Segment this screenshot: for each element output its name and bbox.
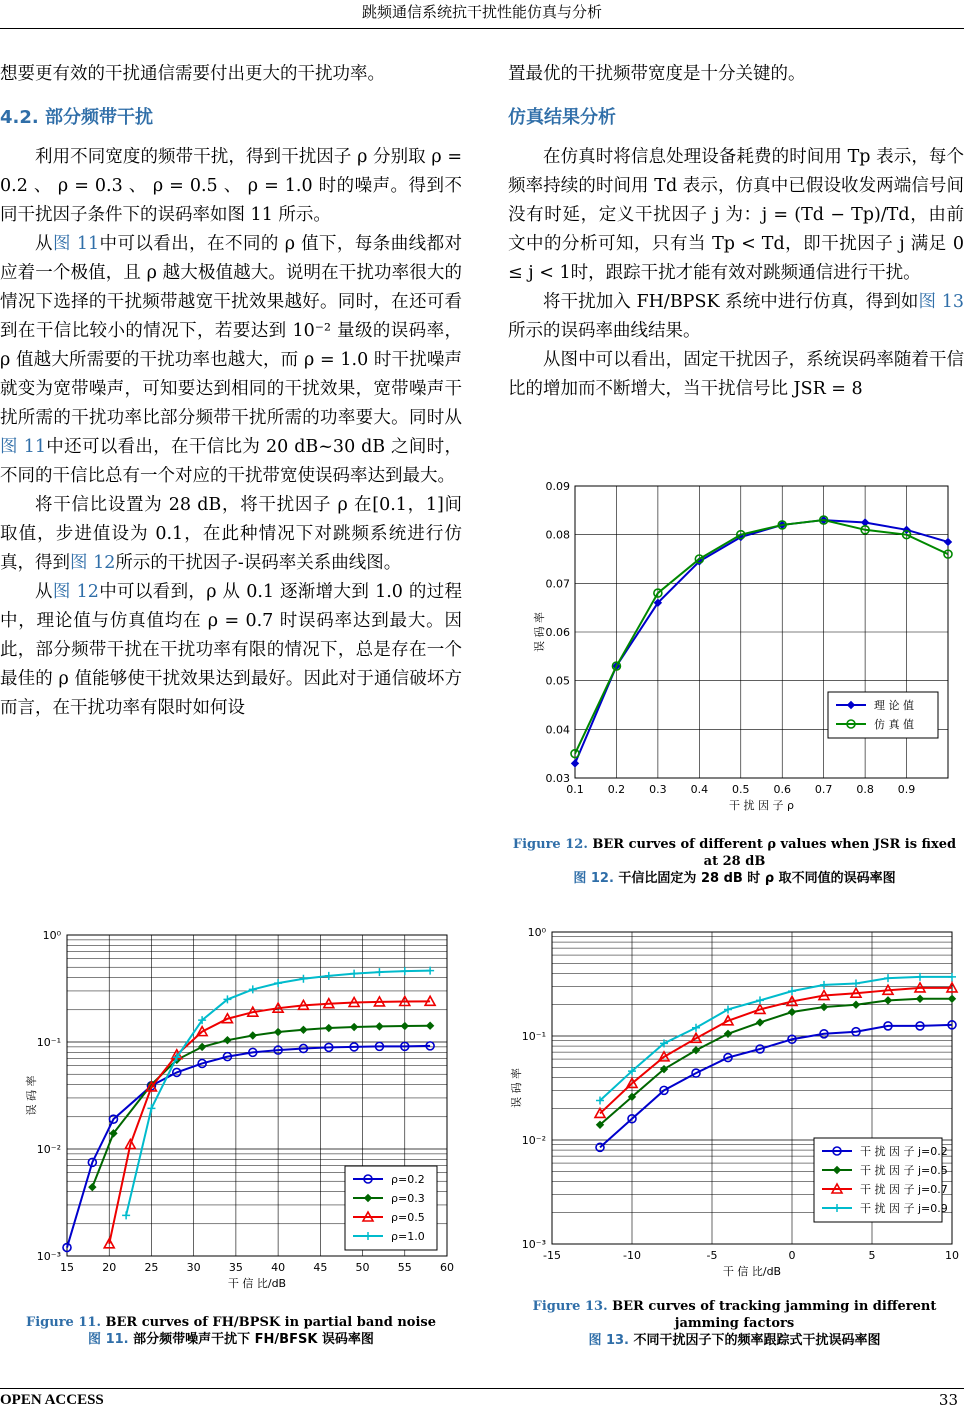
- figure-11-link[interactable]: 图 11: [0, 437, 46, 457]
- legend-label: 干 扰 因 子 j=0.5: [860, 1164, 948, 1177]
- x-tick-label: 50: [355, 1261, 370, 1274]
- x-tick-label: 10: [945, 1249, 959, 1262]
- running-header: [0, 0, 964, 29]
- right-paragraph-3: 从图中可以看出，固定干扰因子，系统误码率随着干信比的增加而不断增大，当干扰信号比 JSR = 8: [508, 350, 964, 399]
- x-tick-label: 5: [868, 1249, 876, 1262]
- x-tick-label: 0.5: [732, 783, 750, 796]
- text-run: 所示的误码率曲线结果。: [508, 321, 701, 341]
- x-tick-label: 0.4: [690, 783, 709, 796]
- x-axis-label: 干 信 比/dB: [227, 1277, 287, 1290]
- left-paragraph-1: 利用不同宽度的频带干扰，得到干扰因子 ρ 分别取 ρ = 0.2 、 ρ = 0.3 、 ρ = 0.5 、 ρ = 1.0 时的噪声。得到不同干扰因子条件下的误码率如图 11 所示。: [0, 147, 462, 225]
- x-tick-label: 0.9: [897, 783, 916, 796]
- text-run: 中可以看到，ρ 从 0.1 逐渐增大到 1.0 的过程中，理论值与仿真值均在 ρ = 0.7 时误码率达到最大。因此，部分频带干扰在干扰功率有限的情况下，总是存在一个最佳的 ρ 值能够使干扰效果达到最好。因此对于通信破坏方而言，在干扰功率有限时如何设: [0, 582, 462, 718]
- figure-11-caption-zh: 部分频带噪声干扰下 FH/BFSK 误码率图: [133, 1332, 374, 1347]
- page-number: 33: [938, 1391, 958, 1409]
- figure-13-caption-label: Figure 13.: [532, 1299, 608, 1314]
- text-run: 中还可以看出，在干信比为 20 dB~30 dB 之间时，不同的干信比总有一个对应的干扰带宽使误码率达到最大。: [0, 437, 462, 486]
- text-run: 将干扰加入 FH/BPSK 系统中进行仿真，得到如: [543, 292, 919, 312]
- text-run: 将干信比设置为 28 dB，将干扰因子 ρ 在[0.1，1]间取值，步进值设为 0.1，在此种情况下对跳频系统进行仿真，得到: [0, 495, 462, 573]
- running-header-title: 跳频通信系统抗干扰性能仿真与分析: [361, 3, 602, 21]
- x-tick-label: -10: [623, 1249, 641, 1262]
- figure-13-svg: [508, 914, 964, 1284]
- x-tick-label: 0: [788, 1249, 796, 1262]
- y-tick-label: 10⁰: [527, 926, 546, 939]
- y-tick-label: 0.03: [545, 772, 570, 785]
- x-tick-label: 55: [397, 1261, 412, 1274]
- legend-label: ρ=1.0: [391, 1230, 425, 1243]
- figure-11-svg: [0, 920, 462, 1305]
- y-axis-label: 误 码 率: [510, 1068, 523, 1108]
- y-tick-label: 10⁻³: [521, 1238, 546, 1251]
- legend-label: ρ=0.2: [391, 1173, 425, 1186]
- left-column: [0, 60, 462, 723]
- figure-13-link[interactable]: 图 13: [918, 292, 964, 312]
- y-tick-label: 0.07: [545, 577, 570, 591]
- figure-12-caption-label: Figure 12.: [512, 837, 588, 852]
- figure-12-link[interactable]: 图 12: [70, 553, 116, 573]
- figure-12-caption-zh: 干信比固定为 28 dB 时 ρ 取不同值的误码率图: [618, 871, 896, 886]
- figure-13-chart: [508, 914, 964, 1284]
- x-tick-label: 20: [102, 1261, 117, 1274]
- y-tick-label: 0.08: [545, 528, 570, 542]
- x-tick-label: 0.6: [773, 783, 791, 796]
- right-paragraph-0: 置最优的干扰频带宽度是十分关键的。: [508, 64, 806, 84]
- legend-label: ρ=0.3: [391, 1192, 425, 1205]
- legend-label: 干 扰 因 子 j=0.9: [860, 1202, 948, 1215]
- figure-12-caption-en: BER curves of different ρ values when JSR is fixed at 28 dB: [592, 837, 957, 869]
- x-tick-label: 0.1: [566, 783, 584, 796]
- figure-12-chart: [508, 476, 964, 816]
- left-paragraph-0: 想要更有效的干扰通信需要付出更大的干扰功率。: [0, 64, 385, 84]
- y-tick-label: 0.06: [545, 626, 570, 639]
- y-tick-label: 10⁻²: [521, 1134, 546, 1147]
- figure-12-caption: [505, 836, 964, 887]
- right-paragraph-2: [508, 288, 964, 346]
- y-tick-label: 10⁰: [42, 929, 61, 942]
- x-tick-label: 0.3: [649, 783, 667, 796]
- text-run: 从: [35, 234, 53, 254]
- legend-label: 理 论 值: [874, 699, 914, 712]
- figure-12-caption-zh-label: 图 12.: [573, 871, 614, 886]
- x-axis-label: 干 信 比/dB: [722, 1265, 782, 1278]
- figure-13-caption: [505, 1298, 964, 1349]
- x-axis-label: 干 扰 因 子 ρ: [729, 799, 794, 812]
- x-tick-label: 35: [228, 1261, 243, 1274]
- x-tick-label: 0.2: [607, 783, 626, 796]
- x-tick-label: 15: [60, 1261, 74, 1274]
- section-heading-simulation: 仿真结果分析: [508, 107, 616, 128]
- x-tick-label: 60: [440, 1261, 454, 1274]
- left-paragraph-3: [0, 491, 462, 578]
- figure-13-caption-zh-label: 图 13.: [588, 1333, 629, 1348]
- x-tick-label: -15: [543, 1249, 561, 1262]
- figure-11-link[interactable]: 图 11: [52, 234, 100, 254]
- legend-label: 干 扰 因 子 j=0.7: [860, 1183, 948, 1196]
- y-tick-label: 0.04: [545, 723, 570, 737]
- figure-12-link[interactable]: 图 12: [52, 582, 99, 602]
- left-paragraph-2: [0, 230, 462, 491]
- y-tick-label: 10⁻²: [36, 1143, 61, 1156]
- legend-label: 仿 真 值: [874, 718, 914, 731]
- footer-open-access: OPEN ACCESS: [0, 1392, 104, 1408]
- y-tick-label: 10⁻³: [36, 1250, 61, 1263]
- figure-11-caption-label: Figure 11.: [26, 1315, 101, 1330]
- section-heading-4-2: 4.2. 部分频带干扰: [0, 107, 153, 128]
- x-tick-label: 0.8: [856, 783, 874, 796]
- figure-13-caption-en: BER curves of tracking jamming in different jamming factors: [612, 1299, 937, 1331]
- x-tick-label: 45: [313, 1261, 328, 1274]
- x-tick-label: 40: [271, 1261, 286, 1274]
- y-axis-label: 误 码 率: [533, 612, 546, 652]
- y-axis-label: 误 码 率: [25, 1075, 38, 1116]
- right-column: [508, 60, 964, 404]
- right-paragraph-1: 在仿真时将信息处理设备耗费的时间用 Tp 表示，每个频率持续的时间用 Td 表示，仿真中已假设收发两端信号间没有时延，定义干扰因子 j 为：j = (Td − Tp)/Td，由前文中的分析可知，只有当 Tp < Td，即干扰因子 j 满足 0 ≤ j < 1时，跟踪干扰才能有效对跳频通信进行干扰。: [508, 147, 964, 283]
- figure-11-caption-zh-label: 图 11.: [88, 1332, 129, 1347]
- figure-11-caption-en: BER curves of FH/BPSK in partial band noise: [105, 1315, 436, 1330]
- figure-11-caption: [0, 1314, 462, 1348]
- y-tick-label: 10⁻¹: [36, 1036, 61, 1049]
- footer-rule: [0, 1388, 964, 1389]
- legend-label: 干 扰 因 子 j=0.2: [860, 1145, 948, 1158]
- x-tick-label: 30: [186, 1261, 201, 1274]
- x-tick-label: -5: [706, 1249, 718, 1262]
- x-tick-label: 0.7: [814, 783, 833, 796]
- text-run: 从: [35, 582, 53, 602]
- text-run: 中可以看出，在不同的 ρ 值下，每条曲线都对应着一个极值，且 ρ 越大极值越大。说明在干扰功率很大的情况下选择的干扰频带越宽干扰效果越好。同时，在还可看到在干信比较小的情况下，若要达到 10⁻² 量级的误码率，ρ 值越大所需要的干扰功率也越大，而 ρ = 1.0 时干扰噪声就变为宽带噪声，可知要达到相同的干扰效果，宽带噪声干扰所需的干扰功率比部分频带干扰所需的功率要大。同时从: [0, 234, 462, 428]
- legend-label: ρ=0.5: [391, 1211, 425, 1224]
- figure-11-chart: [0, 920, 462, 1305]
- figure-12-svg: [508, 476, 964, 816]
- y-tick-label: 10⁻¹: [521, 1030, 546, 1043]
- y-tick-label: 0.05: [545, 674, 570, 688]
- text-run: 所示的干扰因子-误码率关系曲线图。: [115, 553, 402, 573]
- x-tick-label: 25: [144, 1261, 159, 1274]
- y-tick-label: 0.09: [545, 480, 570, 493]
- left-paragraph-4: [0, 578, 462, 723]
- figure-13-caption-zh: 不同干扰因子下的频率跟踪式干扰误码率图: [633, 1333, 881, 1348]
